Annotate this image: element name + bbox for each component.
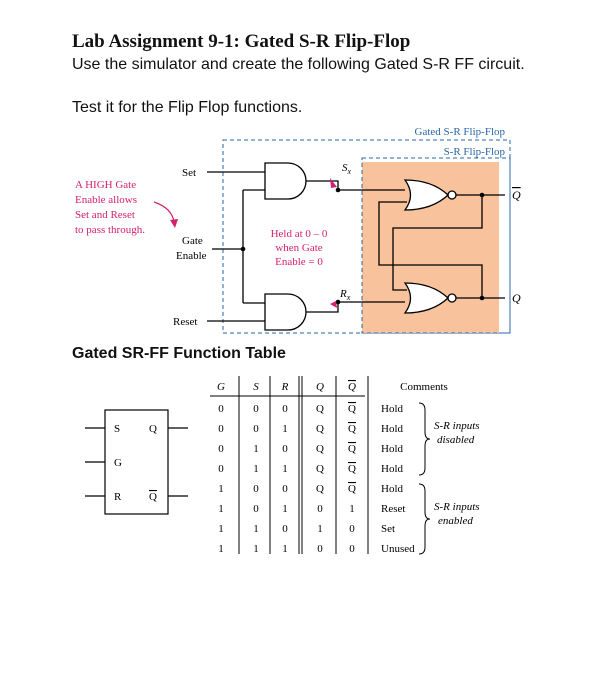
held-line-2: when Gate [275, 242, 323, 254]
table-cell: Q [316, 483, 324, 495]
pin-q: Q [149, 423, 157, 435]
instruction-test-text: Test it for the Flip Flop functions. [72, 99, 303, 116]
table-cell: Q [348, 443, 356, 455]
page-title: Lab Assignment 9-1: Gated S-R Flip-Flop [72, 31, 411, 52]
table-cell: 0 [218, 443, 224, 455]
function-table-heading: Gated SR-FF Function Table [72, 345, 286, 362]
table-cell: Q [348, 423, 356, 435]
table-cell: 1 [282, 423, 288, 435]
table-cell: Q [316, 443, 324, 455]
table-comment: Reset [381, 503, 406, 515]
nor-top-bubble [448, 191, 456, 199]
note-line-2: Enable allows [75, 194, 138, 206]
inner-label: S-R Flip-Flop [443, 146, 505, 158]
group2-line2: enabled [438, 515, 473, 527]
reset-label: Reset [173, 316, 198, 328]
table-cell: 1 [282, 503, 288, 515]
table-cell: 1 [282, 543, 288, 555]
table-cell: 1 [253, 443, 259, 455]
group1-line1: S-R inputs [434, 420, 480, 432]
table-cell: 1 [317, 523, 323, 535]
pin-g: G [114, 457, 122, 469]
header-r: R [281, 381, 289, 393]
group1-line2: disabled [437, 434, 475, 446]
note-line-4: to pass through. [75, 224, 145, 236]
table-cell: 0 [253, 483, 259, 495]
table-cell: 0 [282, 483, 288, 495]
table-cell: 1 [218, 523, 224, 535]
held-line-3: Enable = 0 [275, 256, 323, 268]
table-cell: 1 [253, 523, 259, 535]
and-gate-set [265, 163, 306, 199]
set-label: Set [182, 167, 197, 179]
table-cell: 1 [218, 543, 224, 555]
enable-label: Enable [176, 250, 207, 262]
table-cell: 0 [253, 503, 259, 515]
table-cell: 0 [253, 403, 259, 415]
header-comments: Comments [400, 381, 448, 393]
table-cell: 0 [349, 523, 355, 535]
table-cell: Q [316, 403, 324, 415]
q-output-label: Q [512, 291, 521, 305]
pin-r: R [114, 491, 122, 503]
note-line-3: Set and Reset [75, 209, 135, 221]
table-cell: Q [348, 403, 356, 415]
gated-sr-circuit-diagram [0, 0, 607, 345]
table-cell: 0 [282, 403, 288, 415]
table-comment: Hold [381, 443, 403, 455]
nor-bottom-bubble [448, 294, 456, 302]
and-gate-reset [265, 294, 306, 330]
outer-label: Gated S-R Flip-Flop [414, 126, 505, 138]
group2-line1: S-R inputs [434, 501, 480, 513]
pin-qbar: Q [149, 491, 157, 503]
table-cell: 0 [317, 503, 323, 515]
table-comment: Set [381, 523, 396, 535]
table-cell: Q [348, 463, 356, 475]
gated-sr-symbol [0, 395, 200, 525]
held-line-1: Held at 0 – 0 [270, 228, 328, 240]
table-cell: 1 [349, 503, 355, 515]
table-cell: Q [316, 423, 324, 435]
qbar-output-label: Q [512, 188, 521, 202]
table-cell: 0 [218, 463, 224, 475]
table-cell: 1 [253, 463, 259, 475]
header-q: Q [316, 381, 324, 393]
table-cell: 0 [282, 523, 288, 535]
table-comment: Hold [381, 423, 403, 435]
table-comment: Hold [381, 483, 403, 495]
table-cell: 0 [282, 443, 288, 455]
header-g: G [217, 381, 225, 393]
instruction-text: Use the simulator and create the following Gated S-R FF circuit. [72, 56, 525, 73]
sx-label: $S_x$ [342, 162, 352, 176]
table-cell: 1 [253, 543, 259, 555]
table-cell: 0 [253, 423, 259, 435]
gate-label: Gate [182, 235, 203, 247]
table-cell: 0 [218, 403, 224, 415]
table-cell: 1 [218, 503, 224, 515]
table-comment: Hold [381, 463, 403, 475]
table-cell: Q [316, 463, 324, 475]
table-cell: 0 [218, 423, 224, 435]
rx-label: $R_x$ [340, 288, 351, 302]
table-comment: Hold [381, 403, 403, 415]
table-cell: Q [348, 483, 356, 495]
table-cell: 1 [218, 483, 224, 495]
table-comment: Unused [381, 543, 415, 555]
pin-s: S [114, 423, 121, 435]
table-cell: 0 [317, 543, 323, 555]
table-cell: 0 [349, 543, 355, 555]
table-cell: 1 [282, 463, 288, 475]
header-qbar: Q [348, 381, 356, 393]
header-s: S [253, 381, 259, 393]
note-line-1: A HIGH Gate [75, 179, 137, 191]
